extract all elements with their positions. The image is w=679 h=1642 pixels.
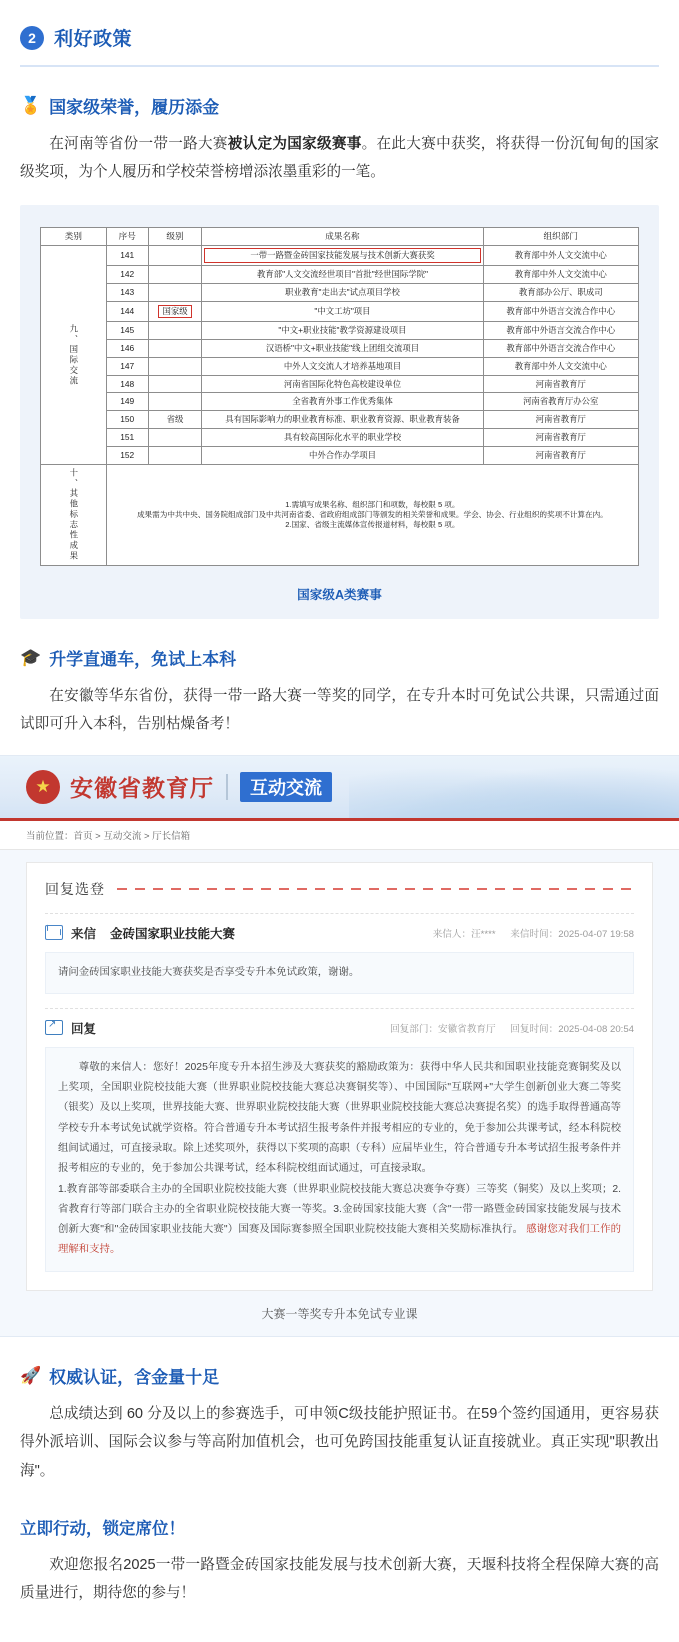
table-row: [41, 429, 639, 447]
cell-no: 151: [106, 429, 148, 447]
letter-meta: [421, 926, 634, 940]
cell-name: 中外合作办学项目: [202, 447, 483, 465]
gov-banner: [0, 756, 679, 821]
cell-name: 全省教育外事工作优秀集体: [202, 393, 483, 411]
cell-org: 教育部中外语言交流合作中心: [483, 339, 639, 357]
bottom-spacer: [0, 1608, 679, 1642]
letter-subject: 金砖国家职业技能大赛: [110, 926, 236, 941]
graduation-cap-icon: 🎓: [20, 647, 42, 667]
cell-no: 147: [106, 357, 148, 375]
cell-level: 省级: [148, 411, 202, 429]
table-header-row: [41, 227, 639, 245]
banner-divider: [226, 774, 228, 800]
figure-cert-caption: 国家级A类赛事: [297, 587, 382, 602]
figure-gov-caption: 大赛一等奖专升本免试专业课: [261, 1306, 418, 1321]
cell-org: 教育部中外语言交流合作中心: [483, 301, 639, 321]
letter-kind-label: 来信: [71, 926, 97, 941]
subsection-honor-paragraph: 在河南等省份一带一路大赛被认定为国家级赛事。在此大赛中获奖，将获得一份沉甸甸的国家级奖项，为个人履历和学校荣誉榜增添浓墨重彩的一笔。: [20, 136, 659, 181]
cell-org: 教育部中外人文交流中心: [483, 246, 639, 266]
th-org: 组织部门: [483, 227, 639, 245]
reply-message: [45, 1008, 634, 1272]
table-row: [41, 357, 639, 375]
cell-category: 九、国际交流: [41, 246, 107, 465]
cell-org: 教育部中外人文交流中心: [483, 357, 639, 375]
subsection-authority-title: 权威认证，含金量十足: [49, 1367, 220, 1387]
letter-header: [45, 924, 634, 942]
cell-name: 具有较高国际化水平的职业学校: [202, 429, 483, 447]
cell-level: [148, 393, 202, 411]
cell-name: "中文工坊"项目: [202, 301, 483, 321]
subsection-honor-header: [0, 67, 679, 118]
reply-meta: [378, 1021, 634, 1035]
cell-no: 150: [106, 411, 148, 429]
subsection-honor-title: 国家级荣誉，履历添金: [49, 98, 220, 117]
dashed-rule: [117, 888, 634, 890]
subsection-upgrade-paragraph: 在安徽等华东省份，获得一带一路大赛一等奖的同学，在专升本时可免试公共课，只需通过面试即可升入本科，告别枯燥备考！: [20, 687, 659, 733]
table-row: [41, 447, 639, 465]
cell-org: 河南省教育厅: [483, 447, 639, 465]
cell-no: 141: [106, 246, 148, 266]
th-category: 类别: [41, 227, 107, 245]
cell-name: 中外人文交流人才培养基地项目: [202, 357, 483, 375]
reply-card-header: [45, 879, 634, 899]
cell-no: 148: [106, 375, 148, 393]
cell-org: 河南省教育厅: [483, 375, 639, 393]
th-level: 级别: [148, 227, 202, 245]
cell-footer-category: 十、其他标志性成果: [41, 465, 107, 566]
reply-header: [45, 1019, 634, 1037]
cell-org: 河南省教育厅办公室: [483, 393, 639, 411]
letter-time: 来信时间：2025-04-07 19:58: [510, 928, 634, 940]
reply-body-part2: 1.教育部等部委联合主办的全国职业院校技能大赛（世界职业院校技能大赛总决赛争夺赛）三等奖（铜奖）及以上奖项；2.省教育行等部门联合主办的全省职业院校技能大赛一等奖。3.金砖国家技能大赛（含"一带一路暨金砖国家技能发展与技术创新大赛"和"金砖国家职业技能大赛"）国赛及国际赛参照全国职业院校技能大赛相关奖励标准执行。: [58, 1183, 621, 1236]
table-footer-row: [41, 465, 639, 566]
cert-table-body: [41, 246, 639, 566]
cell-level: [148, 357, 202, 375]
figure-cert-table: [20, 205, 659, 619]
medal-icon: 🏅: [20, 96, 42, 115]
cell-no: 144: [106, 301, 148, 321]
reply-body-part1: 尊敬的来信人：您好！2025年度专升本招生涉及大赛获奖的豁励政策为：获得中华人民共和国职业技能竞赛铜奖及以上奖项，全国职业院校技能大赛（世界职业院校技能大赛总决赛铜奖等）、中国国际"互联网+"大学生创新创业大赛二等奖（银奖）及以上奖项，世界技能大赛、世界职业院校技能大赛（世界职业院校技能大赛总决赛提名奖）的选手取得普通高等学校专升本考试免试就学资格。符合普通专升本考试招生报考条件并报考相应的专业的，免于参加公共课考试，经本科院校组间试通过，可直接录取。除上述奖项外，获得以下奖项的高职（专科）应届毕业生，符合普通专升本考试招生报考条件并报考相应的专业的，免于参加公共课考试，经本科院校组面试通过，可直接录取。: [58, 1061, 621, 1175]
cell-org: 河南省教育厅: [483, 411, 639, 429]
table-row: [41, 375, 639, 393]
cell-name: 具有国际影响力的职业教育标准、职业教育资源、职业教育装备: [202, 411, 483, 429]
table-row: [41, 393, 639, 411]
cell-level: [148, 246, 202, 266]
reply-card-title: 回复选登: [45, 880, 105, 897]
rocket-icon: 🚀: [20, 1365, 42, 1385]
table-row: [41, 283, 639, 301]
cell-org: 教育部中外语言交流合作中心: [483, 321, 639, 339]
table-row: [41, 339, 639, 357]
cell-no: 146: [106, 339, 148, 357]
cell-name: "中文+职业技能"教学资源建设项目: [202, 321, 483, 339]
cell-no: 152: [106, 447, 148, 465]
cell-name: 教育部"人文交流经世项目"首批"经世国际学院": [202, 266, 483, 284]
cell-name: 汉语桥"中文+职业技能"线上团组交流项目: [202, 339, 483, 357]
reply-body-part3: 感谢您对我们工作的理解和支持。: [58, 1224, 622, 1256]
cell-footer-note: 1.需填写成果名称、组织部门和项数，每校限 5 项。 成果需为中共中央、国务院组成部门及中共河南省委、省政府组成部门等颁发的相关荣誉和成果。学会、协会、行业组织的奖项不计算在内。 2.国家、省级主流媒体宣传报道材料，每校限 5 项。: [106, 465, 638, 566]
cell-name: 河南省国际化特色高校建设单位: [202, 375, 483, 393]
cell-level: [148, 429, 202, 447]
cell-org: 河南省教育厅: [483, 429, 639, 447]
letter-message: [45, 913, 634, 994]
letter-sender: 来信人：汪****: [432, 928, 496, 940]
cell-org: 教育部办公厅、职成司: [483, 283, 639, 301]
cell-name: 职业教育"走出去"试点项目学校: [202, 283, 483, 301]
table-row: [41, 266, 639, 284]
reply-time: 回复时间：2025-04-08 20:54: [510, 1023, 634, 1035]
table-row: [41, 411, 639, 429]
th-name: 成果名称: [202, 227, 483, 245]
national-emblem-icon: ★: [26, 770, 60, 804]
subsection-upgrade-header: [0, 619, 679, 670]
cell-no: 143: [106, 283, 148, 301]
cell-name: 一带一路暨金砖国家技能发展与技术创新大赛获奖: [202, 246, 483, 266]
table-row: [41, 246, 639, 266]
gov-site-section: 互动交流: [240, 772, 332, 802]
subsection-upgrade-title: 升学直通车，免试上本科: [49, 649, 237, 669]
reply-kind-label: 回复: [71, 1021, 97, 1036]
cta-title: 立即行动，锁定席位！: [20, 1520, 185, 1539]
reply-arrow-icon: [45, 1020, 63, 1035]
reply-body: [45, 1047, 634, 1272]
envelope-icon: [45, 925, 63, 940]
letter-body: 请问金砖国家职业技能大赛获奖是否享受专升本免试政策，谢谢。: [45, 952, 634, 994]
subsection-authority-header: [0, 1337, 679, 1388]
breadcrumb: 当前位置：首页 > 互动交流 > 厅长信箱: [0, 821, 679, 850]
cell-no: 149: [106, 393, 148, 411]
section-header: [0, 0, 679, 57]
cell-level: [148, 375, 202, 393]
section-number-badge: 2: [20, 26, 44, 50]
figure-gov-website: [0, 755, 679, 1337]
gov-site-name: 安徽省教育厅: [70, 775, 214, 802]
cert-achievement-table: [40, 227, 639, 566]
subsection-authority-paragraph: 总成绩达到 60 分及以上的参赛选手，可申领C级技能护照证书。在59个签约国通用，更容易获得外派培训、国际会议参与等高附加值机会，也可免跨国技能重复认证直接就业。真正实现"职教出海"。: [20, 1405, 659, 1479]
reply-card: [26, 862, 653, 1291]
cta-paragraph: 欢迎您报名2025一带一路暨金砖国家技能发展与技术创新大赛，天堰科技将全程保障大赛的高质量进行，期待您的参与！: [20, 1557, 659, 1602]
cell-no: 145: [106, 321, 148, 339]
cell-level: [148, 447, 202, 465]
cell-level: [148, 339, 202, 357]
table-row: [41, 301, 639, 321]
cell-level: 国家级: [148, 301, 202, 321]
th-no: 序号: [106, 227, 148, 245]
section-title: 利好政策: [54, 29, 133, 50]
reply-dept: 回复部门：安徽省教育厅: [390, 1023, 496, 1035]
cell-level: [148, 321, 202, 339]
cell-level: [148, 266, 202, 284]
cell-level: [148, 283, 202, 301]
table-row: [41, 321, 639, 339]
cell-org: 教育部中外人文交流中心: [483, 266, 639, 284]
cell-no: 142: [106, 266, 148, 284]
